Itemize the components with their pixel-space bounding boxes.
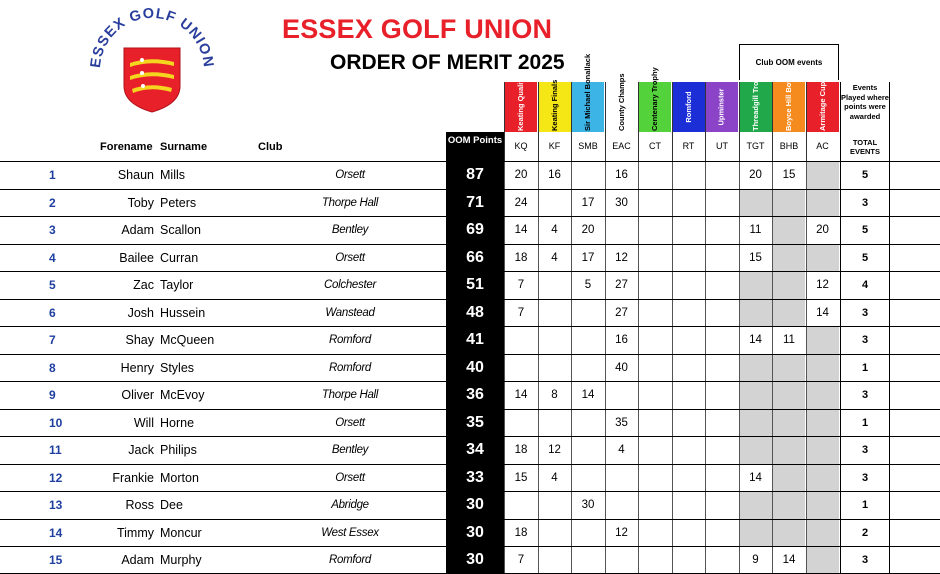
event-header-kf [538, 79, 571, 132]
score-cell-ac [806, 327, 839, 354]
oom-points-cell: 66 [446, 245, 504, 272]
score-cell-ac [806, 520, 839, 547]
surname-cell: McEvoy [160, 388, 205, 403]
score-cell-kq: 18 [504, 437, 537, 464]
surname-cell: Taylor [160, 278, 194, 293]
total-events-cell: 1 [840, 355, 890, 382]
score-cell-kf: 4 [538, 245, 571, 272]
forename-cell: Shaun [117, 168, 154, 183]
score-cell-eac: 27 [605, 300, 638, 327]
score-cell-ct [638, 327, 671, 354]
score-cell-tgt [739, 272, 772, 299]
event-abbr-rt: RT [672, 132, 705, 161]
score-cell-smb [571, 465, 604, 492]
score-cell-rt [672, 410, 705, 437]
score-cell-tgt [739, 520, 772, 547]
score-cell-bhb [772, 520, 805, 547]
score-cell-rt [672, 327, 705, 354]
score-cell-smb [571, 437, 604, 464]
club-cell: Orsett [335, 251, 365, 264]
event-name: Romford [683, 91, 693, 123]
surname-cell: Murphy [160, 552, 202, 567]
score-cell-ac: 12 [806, 272, 839, 299]
score-cell-ac [806, 355, 839, 382]
table-row [0, 546, 940, 574]
surname-cell: Curran [160, 250, 199, 265]
score-cell-kq: 7 [504, 300, 537, 327]
score-cell-smb [571, 520, 604, 547]
score-cell-ct [638, 190, 671, 217]
score-cell-tgt [739, 410, 772, 437]
score-cell-ac [806, 437, 839, 464]
forename-header: Forename [100, 141, 153, 153]
surname-cell: Scallon [160, 223, 201, 238]
score-cell-ac [806, 245, 839, 272]
score-cell-smb [571, 355, 604, 382]
rank-cell: 7 [49, 333, 56, 348]
score-cell-ac [806, 410, 839, 437]
score-cell-ut [705, 465, 738, 492]
rank-cell: 12 [49, 470, 63, 485]
score-cell-ct [638, 300, 671, 327]
score-cell-rt [672, 245, 705, 272]
score-cell-rt [672, 465, 705, 492]
oom-points-cell: 33 [446, 465, 504, 492]
event-name: Threadgill Trophy [750, 68, 760, 131]
total-events-cell: 3 [840, 190, 890, 217]
forename-cell: Bailee [119, 250, 154, 265]
score-cell-kf [538, 547, 571, 573]
surname-cell: Philips [160, 443, 197, 458]
score-cell-kq: 7 [504, 272, 537, 299]
score-cell-ut [705, 245, 738, 272]
score-cell-ac [806, 162, 839, 189]
club-cell: Romford [329, 553, 371, 566]
score-cell-smb [571, 300, 604, 327]
oom-points-cell: 34 [446, 437, 504, 464]
score-cell-ut [705, 492, 738, 519]
rank-cell: 8 [49, 360, 56, 375]
table-row [0, 381, 940, 409]
score-cell-ct [638, 162, 671, 189]
total-events-cell: 1 [840, 410, 890, 437]
total-events-cell: 3 [840, 437, 890, 464]
score-cell-tgt [739, 300, 772, 327]
score-cell-kq: 20 [504, 162, 537, 189]
score-cell-bhb [772, 272, 805, 299]
total-events-cell: 3 [840, 547, 890, 573]
total-events-cell: 3 [840, 300, 890, 327]
score-cell-ut [705, 190, 738, 217]
score-cell-ut [705, 547, 738, 573]
rank-cell: 4 [49, 250, 56, 265]
total-events-cell: 5 [840, 217, 890, 244]
total-events-cell: 5 [840, 162, 890, 189]
club-cell: Romford [329, 334, 371, 347]
score-cell-ac [806, 190, 839, 217]
forename-cell: Adam [121, 552, 154, 567]
score-cell-kq [504, 327, 537, 354]
event-abbr-ut: UT [705, 132, 738, 161]
score-cell-ac [806, 465, 839, 492]
surname-cell: Styles [160, 360, 195, 375]
score-cell-tgt: 9 [739, 547, 772, 573]
score-cell-ut [705, 300, 738, 327]
score-cell-tgt: 11 [739, 217, 772, 244]
score-cell-ac [806, 382, 839, 409]
event-header-bhb [772, 74, 805, 132]
oom-points-cell: 51 [446, 272, 504, 299]
score-cell-ct [638, 520, 671, 547]
event-abbr-kq: KQ [504, 132, 537, 161]
score-cell-bhb [772, 245, 805, 272]
event-abbr-bhb: BHB [772, 132, 805, 161]
score-cell-bhb [772, 410, 805, 437]
score-cell-tgt [739, 382, 772, 409]
score-cell-rt [672, 162, 705, 189]
score-cell-rt [672, 300, 705, 327]
rank-cell: 3 [49, 223, 56, 238]
score-cell-smb: 20 [571, 217, 604, 244]
table-row [0, 326, 940, 354]
score-cell-rt [672, 492, 705, 519]
score-cell-ut [705, 272, 738, 299]
rank-cell: 6 [49, 305, 56, 320]
score-cell-eac: 16 [605, 327, 638, 354]
club-cell: Wanstead [325, 306, 375, 319]
score-cell-smb [571, 327, 604, 354]
score-cell-kf: 4 [538, 465, 571, 492]
club-cell: Thorpe Hall [321, 196, 379, 209]
oom-points-cell: 40 [446, 355, 504, 382]
event-header-tgt [739, 68, 772, 132]
page-subtitle: ORDER OF MERIT 2025 [330, 51, 565, 74]
score-cell-kf: 12 [538, 437, 571, 464]
score-cell-ct [638, 272, 671, 299]
score-cell-tgt: 14 [739, 327, 772, 354]
score-cell-ut [705, 520, 738, 547]
oom-points-header: OOM Points [446, 132, 504, 161]
event-abbr-smb: SMB [571, 132, 604, 161]
total-events-cell: 1 [840, 492, 890, 519]
score-cell-kf [538, 520, 571, 547]
score-cell-rt [672, 272, 705, 299]
forename-cell: Adam [121, 223, 154, 238]
score-cell-ac [806, 547, 839, 573]
score-cell-ct [638, 465, 671, 492]
score-cell-ct [638, 410, 671, 437]
score-cell-eac [605, 382, 638, 409]
score-cell-kq [504, 355, 537, 382]
forename-cell: Toby [127, 195, 154, 210]
score-cell-ut [705, 327, 738, 354]
score-cell-kf [538, 327, 571, 354]
event-abbr-tgt: TGT [739, 132, 772, 161]
score-cell-bhb [772, 437, 805, 464]
score-cell-eac [605, 492, 638, 519]
table-row [0, 464, 940, 492]
score-cell-bhb [772, 355, 805, 382]
score-cell-ac [806, 492, 839, 519]
club-cell: Orsett [335, 169, 365, 182]
club-cell: West Essex [321, 526, 379, 539]
score-cell-eac: 35 [605, 410, 638, 437]
surname-cell: Moncur [160, 525, 202, 540]
score-cell-tgt: 15 [739, 245, 772, 272]
forename-cell: Oliver [121, 388, 154, 403]
table-row [0, 519, 940, 547]
total-events-cell: 4 [840, 272, 890, 299]
score-cell-rt [672, 190, 705, 217]
score-cell-kf: 16 [538, 162, 571, 189]
event-name: Upminster [717, 88, 726, 126]
events-played-header: Events Played where points were awarded [840, 82, 890, 132]
score-cell-ct [638, 217, 671, 244]
club-cell: Bentley [331, 224, 369, 237]
score-cell-tgt [739, 437, 772, 464]
score-cell-eac: 40 [605, 355, 638, 382]
total-events-cell: 3 [840, 327, 890, 354]
score-cell-ct [638, 245, 671, 272]
score-cell-kf: 4 [538, 217, 571, 244]
event-abbr-ac: AC [806, 132, 839, 161]
score-cell-smb: 30 [571, 492, 604, 519]
score-cell-kq: 14 [504, 217, 537, 244]
score-cell-kq [504, 410, 537, 437]
forename-cell: Timmy [116, 525, 154, 540]
event-name: Centenary Trophy [650, 67, 659, 131]
table-row [0, 299, 940, 327]
score-cell-eac [605, 217, 638, 244]
club-cell: Thorpe Hall [321, 389, 379, 402]
score-cell-ct [638, 355, 671, 382]
table-row [0, 271, 940, 299]
score-cell-rt [672, 382, 705, 409]
score-cell-bhb [772, 382, 805, 409]
score-cell-ct [638, 492, 671, 519]
club-oom-events-label: Club OOM events [739, 44, 839, 80]
score-cell-smb: 17 [571, 190, 604, 217]
score-cell-eac: 12 [605, 245, 638, 272]
event-name: County Champs [616, 73, 626, 131]
oom-points-cell: 36 [446, 382, 504, 409]
score-cell-kq: 14 [504, 382, 537, 409]
score-cell-ct [638, 437, 671, 464]
score-cell-bhb: 14 [772, 547, 805, 573]
event-header-ac [806, 82, 839, 132]
club-cell: Abridge [331, 499, 369, 512]
score-cell-smb: 5 [571, 272, 604, 299]
score-cell-smb [571, 547, 604, 573]
surname-cell: Peters [160, 195, 197, 210]
oom-points-cell: 30 [446, 547, 504, 573]
score-cell-bhb [772, 492, 805, 519]
table-row [0, 354, 940, 382]
score-cell-bhb [772, 190, 805, 217]
table-row [0, 436, 940, 464]
score-cell-rt [672, 547, 705, 573]
essex-golf-union-logo [86, 8, 216, 118]
forename-cell: Will [133, 415, 154, 430]
score-cell-smb [571, 410, 604, 437]
club-cell: Orsett [335, 416, 365, 429]
surname-cell: Morton [160, 470, 199, 485]
event-header-ct [638, 67, 671, 132]
score-cell-kf [538, 272, 571, 299]
score-cell-ut [705, 162, 738, 189]
forename-cell: Jack [128, 443, 154, 458]
club-header: Club [258, 141, 283, 153]
score-cell-tgt [739, 190, 772, 217]
score-cell-smb: 17 [571, 245, 604, 272]
event-abbr-kf: KF [538, 132, 571, 161]
score-cell-rt [672, 355, 705, 382]
surname-header: Surname [160, 141, 208, 153]
score-cell-tgt: 20 [739, 162, 772, 189]
merit-table [0, 161, 940, 574]
forename-cell: Zac [133, 278, 154, 293]
score-cell-bhb: 11 [772, 327, 805, 354]
score-cell-kq: 18 [504, 245, 537, 272]
score-cell-ac: 14 [806, 300, 839, 327]
surname-cell: Mills [160, 168, 185, 183]
score-cell-tgt [739, 492, 772, 519]
score-cell-tgt [739, 355, 772, 382]
score-cell-ut [705, 382, 738, 409]
rank-cell: 13 [49, 498, 63, 513]
total-events-cell: 3 [840, 465, 890, 492]
rank-cell: 14 [49, 525, 63, 540]
forename-cell: Henry [120, 360, 154, 375]
score-cell-rt [672, 217, 705, 244]
rank-cell: 1 [49, 168, 56, 183]
event-name: Keating Qualifier [516, 70, 525, 131]
score-cell-kq: 24 [504, 190, 537, 217]
score-cell-kq: 18 [504, 520, 537, 547]
score-cell-bhb [772, 300, 805, 327]
rank-cell: 2 [49, 195, 56, 210]
rank-cell: 10 [49, 415, 63, 430]
oom-points-cell: 87 [446, 162, 504, 189]
table-row [0, 161, 940, 189]
table-row [0, 189, 940, 217]
score-cell-kq: 15 [504, 465, 537, 492]
rank-cell: 9 [49, 388, 56, 403]
forename-cell: Ross [125, 498, 154, 513]
oom-points-cell: 30 [446, 520, 504, 547]
score-cell-tgt: 14 [739, 465, 772, 492]
score-cell-bhb [772, 465, 805, 492]
score-cell-ut [705, 217, 738, 244]
score-cell-ct [638, 547, 671, 573]
score-cell-ut [705, 355, 738, 382]
logo-arc-text: ESSEX GOLF UNION [87, 8, 216, 69]
rank-cell: 5 [49, 278, 56, 293]
surname-cell: McQueen [160, 333, 215, 348]
score-cell-kq: 7 [504, 547, 537, 573]
club-cell: Colchester [324, 279, 376, 292]
event-name: Keating Finals [549, 79, 559, 131]
total-events-cell: 5 [840, 245, 890, 272]
total-events-header: TOTAL EVENTS [840, 132, 890, 161]
forename-cell: Frankie [112, 470, 154, 485]
table-row [0, 491, 940, 519]
score-cell-eac: 30 [605, 190, 638, 217]
forename-cell: Shay [125, 333, 154, 348]
event-name: Armitage Cup [817, 81, 827, 131]
score-cell-smb: 14 [571, 382, 604, 409]
score-cell-kf [538, 492, 571, 519]
table-row [0, 216, 940, 244]
total-events-cell: 3 [840, 382, 890, 409]
score-cell-kf [538, 355, 571, 382]
score-cell-kf [538, 410, 571, 437]
surname-cell: Hussein [160, 305, 206, 320]
score-cell-smb [571, 162, 604, 189]
event-header-rt [672, 82, 705, 132]
oom-points-cell: 71 [446, 190, 504, 217]
score-cell-bhb: 15 [772, 162, 805, 189]
oom-points-cell: 48 [446, 300, 504, 327]
total-events-cell: 2 [840, 520, 890, 547]
table-row [0, 409, 940, 437]
event-header-eac [605, 73, 638, 132]
rank-cell: 11 [49, 443, 62, 458]
event-name: Sir Michael Bonallack [583, 53, 592, 131]
surname-cell: Horne [160, 415, 195, 430]
score-cell-eac [605, 547, 638, 573]
oom-points-cell: 69 [446, 217, 504, 244]
event-header-ut [705, 82, 738, 132]
event-header-kq [504, 70, 537, 132]
forename-cell: Josh [127, 305, 154, 320]
score-cell-eac [605, 465, 638, 492]
club-cell: Bentley [331, 444, 369, 457]
surname-cell: Dee [160, 498, 183, 513]
score-cell-rt [672, 437, 705, 464]
score-cell-ct [638, 382, 671, 409]
score-cell-kf: 8 [538, 382, 571, 409]
rank-cell: 15 [49, 552, 63, 567]
score-cell-ut [705, 410, 738, 437]
club-cell: Romford [329, 361, 371, 374]
oom-points-cell: 30 [446, 492, 504, 519]
score-cell-eac: 12 [605, 520, 638, 547]
score-cell-kf [538, 190, 571, 217]
score-cell-ac: 20 [806, 217, 839, 244]
score-cell-eac: 27 [605, 272, 638, 299]
score-cell-eac: 4 [605, 437, 638, 464]
oom-points-cell: 35 [446, 410, 504, 437]
score-cell-bhb [772, 217, 805, 244]
event-name: Boyce Hill Bowl [784, 74, 793, 131]
event-abbr-ct: CT [638, 132, 671, 161]
event-header-smb [571, 53, 604, 132]
score-cell-kq [504, 492, 537, 519]
club-cell: Orsett [335, 471, 365, 484]
table-row [0, 244, 940, 272]
score-cell-rt [672, 520, 705, 547]
page-title: ESSEX GOLF UNION [282, 14, 553, 44]
oom-points-cell: 41 [446, 327, 504, 354]
score-cell-ut [705, 437, 738, 464]
score-cell-kf [538, 300, 571, 327]
event-abbr-eac: EAC [605, 132, 638, 161]
score-cell-eac: 16 [605, 162, 638, 189]
